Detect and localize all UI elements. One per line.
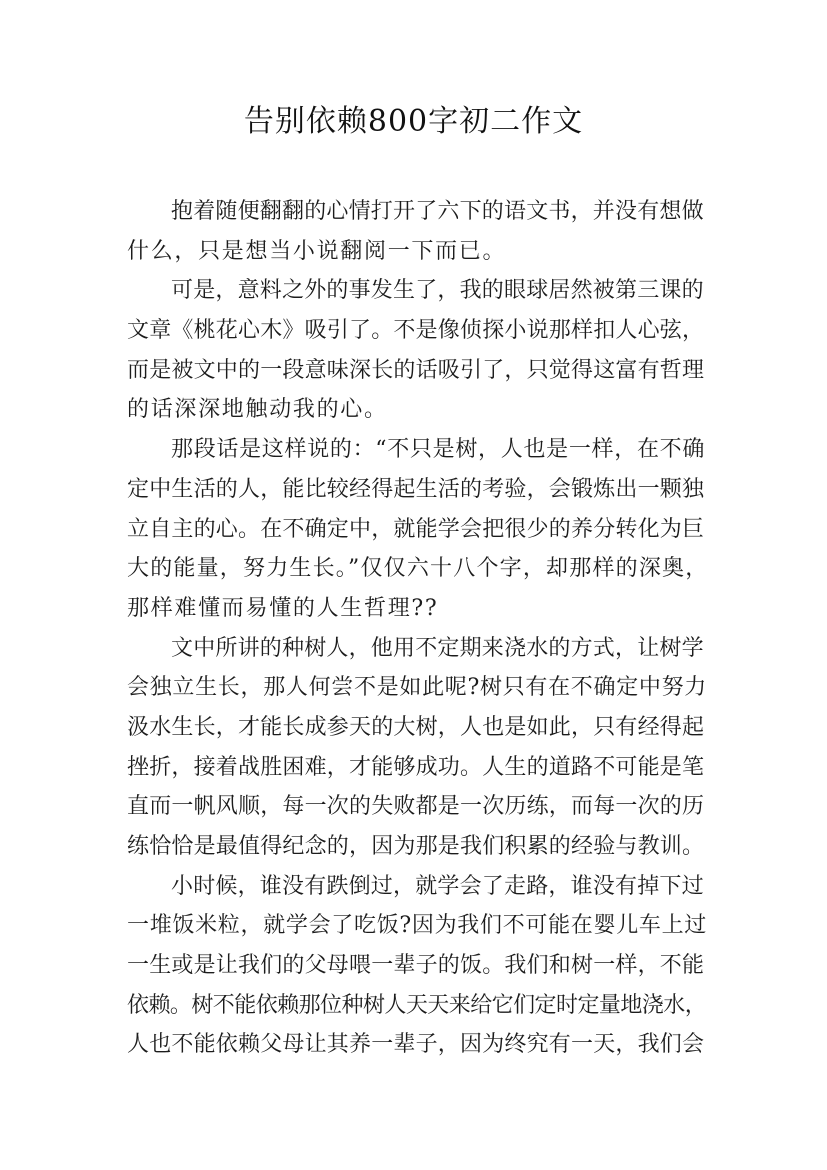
text-line: 一堆饭米粒，就学会了吃饭?因为我们不可能在婴儿车上过 xyxy=(127,913,707,939)
text-line: 大的能量，努力生长。”仅仅六十八个字，却那样的深奥， xyxy=(127,556,709,582)
text-line: 汲水生长，才能长成参天的大树，人也是如此，只有经得起 xyxy=(127,714,705,740)
text-line: 文章《桃花心木》吸引了。不是像侦探小说那样扣人心弦， xyxy=(127,318,705,344)
text-line: 一生或是让我们的父母喂一辈子的饭。我们和树一样，不能 xyxy=(127,953,705,979)
text-line: 的话深深地触动我的心。 xyxy=(127,397,388,423)
text-line: 会独立生长，那人何尝不是如此呢?树只有在不确定中努力 xyxy=(127,675,707,701)
text-line: 人也不能依赖父母让其养一辈子，因为终究有一天，我们会 xyxy=(127,1032,705,1058)
document-title: 告别依赖800字初二作文 xyxy=(243,104,584,139)
text-line: 练恰恰是最值得纪念的，因为那是我们积累的经验与教训。 xyxy=(127,834,705,859)
text-line: 挫折，接着战胜困难，才能够成功。人生的道路不可能是笔 xyxy=(127,754,705,780)
text-line: 什么，只是想当小说翻阅一下而已。 xyxy=(127,238,507,264)
text-line: 而是被文中的一段意味深长的话吸引了，只觉得这富有哲理 xyxy=(127,357,705,383)
text-line: 直而一帆风顺，每一次的失败都是一次历练，而每一次的历 xyxy=(127,794,705,820)
text-line: 抱着随便翻翻的心情打开了六下的语文书，并没有想做 xyxy=(171,199,704,224)
text-line: 可是，意料之外的事发生了，我的眼球居然被第三课的 xyxy=(171,278,704,304)
text-line: 那样难懂而易懂的人生哲理?? xyxy=(127,595,439,621)
text-line: 依赖。树不能依赖那位种树人天天来给它们定时定量地浇水， xyxy=(127,992,707,1018)
text-line: 那段话是这样说的：“不只是树，人也是一样，在不确 xyxy=(171,437,706,463)
text-line: 小时候，谁没有跌倒过，就学会了走路，谁没有掉下过 xyxy=(171,873,704,899)
text-line: 立自主的心。在不确定中，就能学会把很少的养分转化为巨 xyxy=(127,516,705,542)
document-body xyxy=(127,192,709,1065)
text-line: 文中所讲的种树人，他用不定期来浇水的方式，让树学 xyxy=(171,635,704,661)
text-line: 定中生活的人，能比较经得起生活的考验，会锻炼出一颗独 xyxy=(127,476,705,502)
